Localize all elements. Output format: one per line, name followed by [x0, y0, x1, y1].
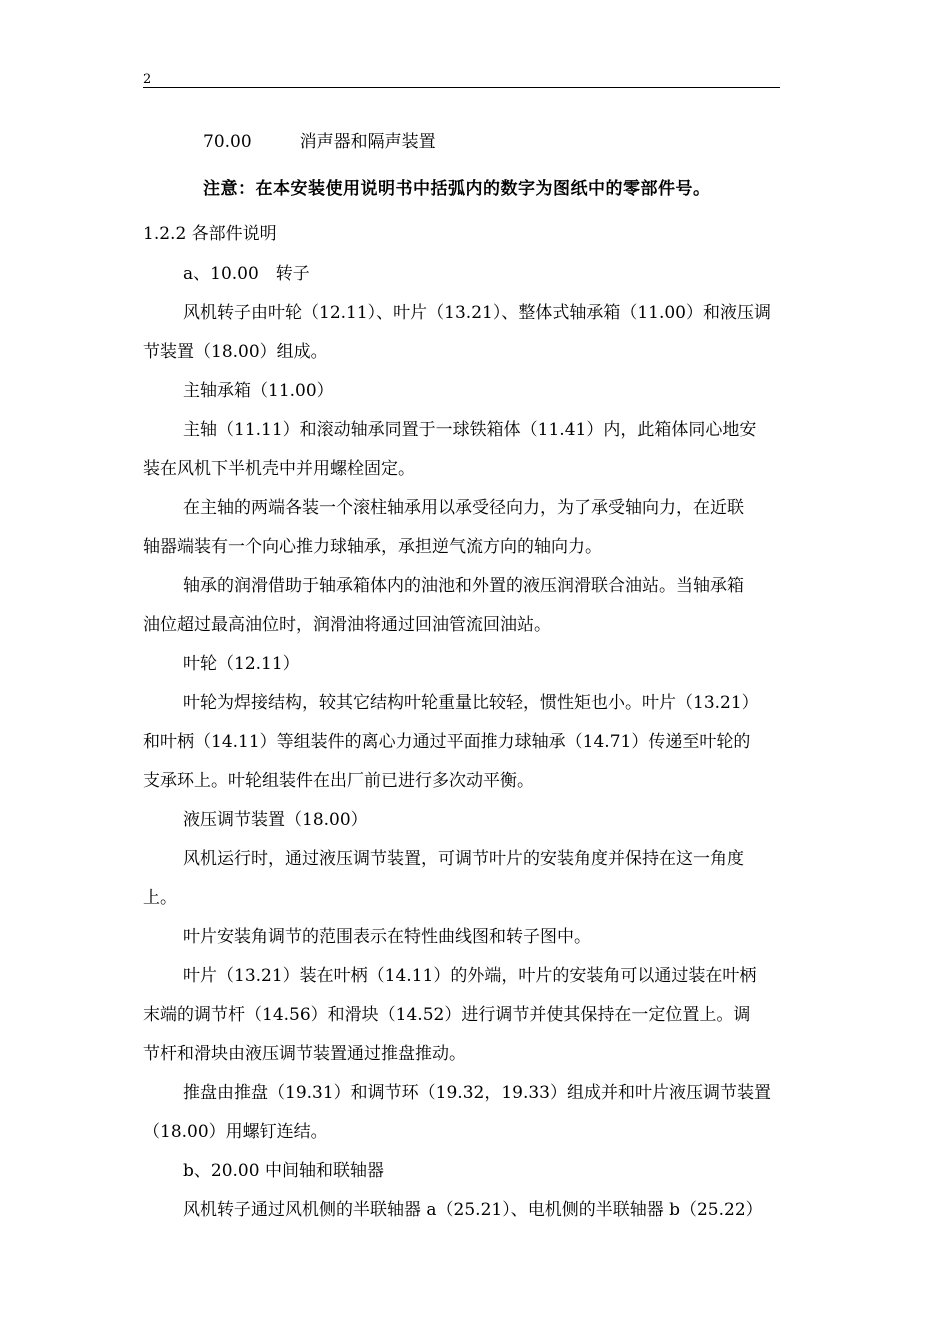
coupling-para-line-1: 风机转子通过风机侧的半联轴器 a（25.21）、电机侧的半联轴器 b（25.22）: [183, 1200, 763, 1220]
header-rule: [143, 87, 780, 88]
bearing-para3-line-1: 轴承的润滑借助于轴承箱体内的油池和外置的液压润滑联合油站。当轴承箱: [183, 576, 744, 596]
bearing-para2-line-1: 在主轴的两端各装一个滚柱轴承用以承受径向力，为了承受轴向力，在近联: [183, 498, 744, 518]
hydraulic-para1-line-2: 上。: [143, 888, 177, 908]
impeller-para-line-1: 叶轮为焊接结构，较其它结构叶轮重量比较轻，惯性矩也小。叶片（13.21）: [183, 693, 759, 713]
hydraulic-para3-line-2: 末端的调节杆（14.56）和滑块（14.52）进行调节并使其保持在一定位置上。调: [143, 1005, 751, 1025]
bearing-heading: 主轴承箱（11.00）: [183, 381, 334, 401]
item-b-heading: b、20.00 中间轴和联轴器: [183, 1161, 384, 1181]
toc-number: 70.00: [203, 132, 252, 152]
toc-title: 消声器和隔声装置: [299, 132, 436, 152]
bearing-para1-line-1: 主轴（11.11）和滚动轴承同置于一球铁箱体（11.41）内，此箱体同心地安: [183, 420, 757, 440]
hydraulic-para3-line-1: 叶片（13.21）装在叶柄（14.11）的外端，叶片的安装角可以通过装在叶柄: [183, 966, 757, 986]
bearing-para3-line-2: 油位超过最高油位时，润滑油将通过回油管流回油站。: [143, 615, 551, 635]
impeller-para-line-2: 和叶柄（14.11）等组装件的离心力通过平面推力球轴承（14.71）传递至叶轮的: [143, 732, 751, 752]
toc-item: [203, 130, 436, 154]
rotor-para-line-1: 风机转子由叶轮（12.11）、叶片（13.21）、整体式轴承箱（11.00）和液压调: [183, 303, 772, 323]
section-heading: 1.2.2 各部件说明: [143, 224, 277, 244]
notice: 注意：在本安装使用说明书中括弧内的数字为图纸中的零部件号。: [203, 179, 711, 199]
push-para-line-2: （18.00）用螺钉连结。: [143, 1122, 328, 1142]
impeller-para-line-3: 支承环上。叶轮组装件在出厂前已进行多次动平衡。: [143, 771, 534, 791]
page-number: 2: [143, 72, 152, 87]
hydraulic-para2: 叶片安装角调节的范围表示在特性曲线图和转子图中。: [183, 927, 591, 947]
push-para-line-1: 推盘由推盘（19.31）和调节环（19.32，19.33）组成并和叶片液压调节装置: [183, 1083, 772, 1103]
rotor-para-line-2: 节装置（18.00）组成。: [143, 342, 328, 362]
bearing-para1-line-2: 装在风机下半机壳中并用螺栓固定。: [143, 459, 415, 479]
item-a-heading: a、10.00 转子: [183, 264, 310, 284]
hydraulic-para3-line-3: 节杆和滑块由液压调节装置通过推盘推动。: [143, 1044, 466, 1064]
hydraulic-heading: 液压调节装置（18.00）: [183, 810, 368, 830]
bearing-para2-line-2: 轴器端装有一个向心推力球轴承，承担逆气流方向的轴向力。: [143, 537, 602, 557]
impeller-heading: 叶轮（12.11）: [183, 654, 300, 674]
hydraulic-para1-line-1: 风机运行时，通过液压调节装置，可调节叶片的安装角度并保持在这一角度: [183, 849, 744, 869]
